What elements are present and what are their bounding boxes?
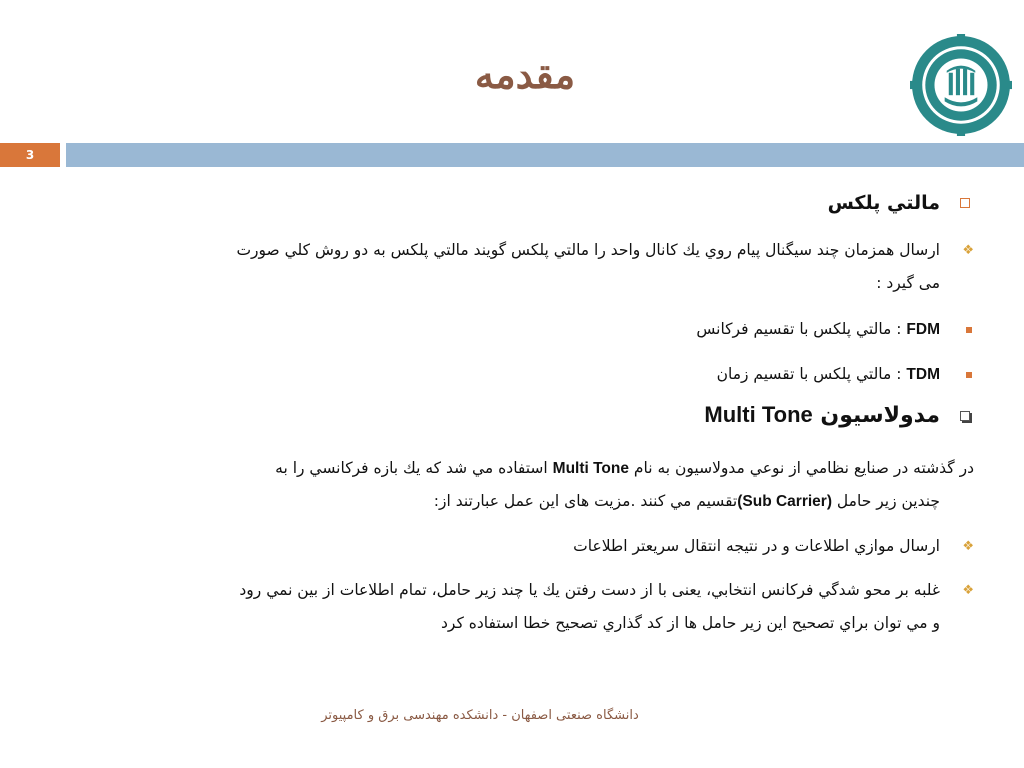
paragraph-multiplex: ❖ ارسال همزمان چند سيگنال پيام روي يك كانال واحد را مالتي پلكس گويند مالتي پلكس به دو روش كلي صورت می گیرد : (70, 234, 940, 300)
hollow-square-bullet-icon (960, 198, 970, 208)
list-item-fdm: FDM : مالتي پلكس با تقسيم فركانس (696, 313, 940, 346)
diamond-bullet-icon: ❖ (962, 539, 974, 554)
square-bullet-icon (966, 372, 972, 378)
shadow-box-bullet-icon (960, 411, 970, 421)
university-logo-icon (910, 34, 1012, 136)
heading-multitone: مدولاسيون Multi Tone (704, 402, 940, 428)
diamond-bullet-icon: ❖ (962, 243, 974, 258)
slide-title: مقدمه (474, 52, 576, 97)
list-item-tdm: TDM : مالتي پلكس با تقسيم زمان (717, 358, 940, 391)
paragraph-multitone: در گذشته در صنايع نظامي از نوعي مدولاسيون به نام Multi Tone استفاده مي شد كه يك بازه فركانسي را به چندين زير حامل (Sub Carrier)تقسيم مي كنند .مزيت های اين عمل عبارتند از: (275, 459, 974, 510)
list-item-advantage-2: ❖ غلبه بر محو شدگي فركانس انتخابي، يعنی با از دست رفتن يك يا چند زير حامل، تمام اطلاعات از بين نمي رود و مي توان براي تصحيح اين زير حامل ها از كد گذاري تصحيح خطا استفاده كرد (70, 574, 940, 640)
list-item-advantage-1: ❖ ارسال موازي اطلاعات و در نتيجه انتقال سريعتر اطلاعات (573, 530, 940, 563)
square-bullet-icon (966, 327, 972, 333)
heading-multiplex: مالتي پلكس (828, 192, 940, 214)
slide-footer: دانشگاه صنعتی اصفهان - دانشکده مهندسی برق و کامپیوتر (321, 708, 639, 723)
header-band (66, 143, 1024, 167)
slide-number: 3 (0, 143, 60, 167)
diamond-bullet-icon: ❖ (962, 583, 974, 598)
